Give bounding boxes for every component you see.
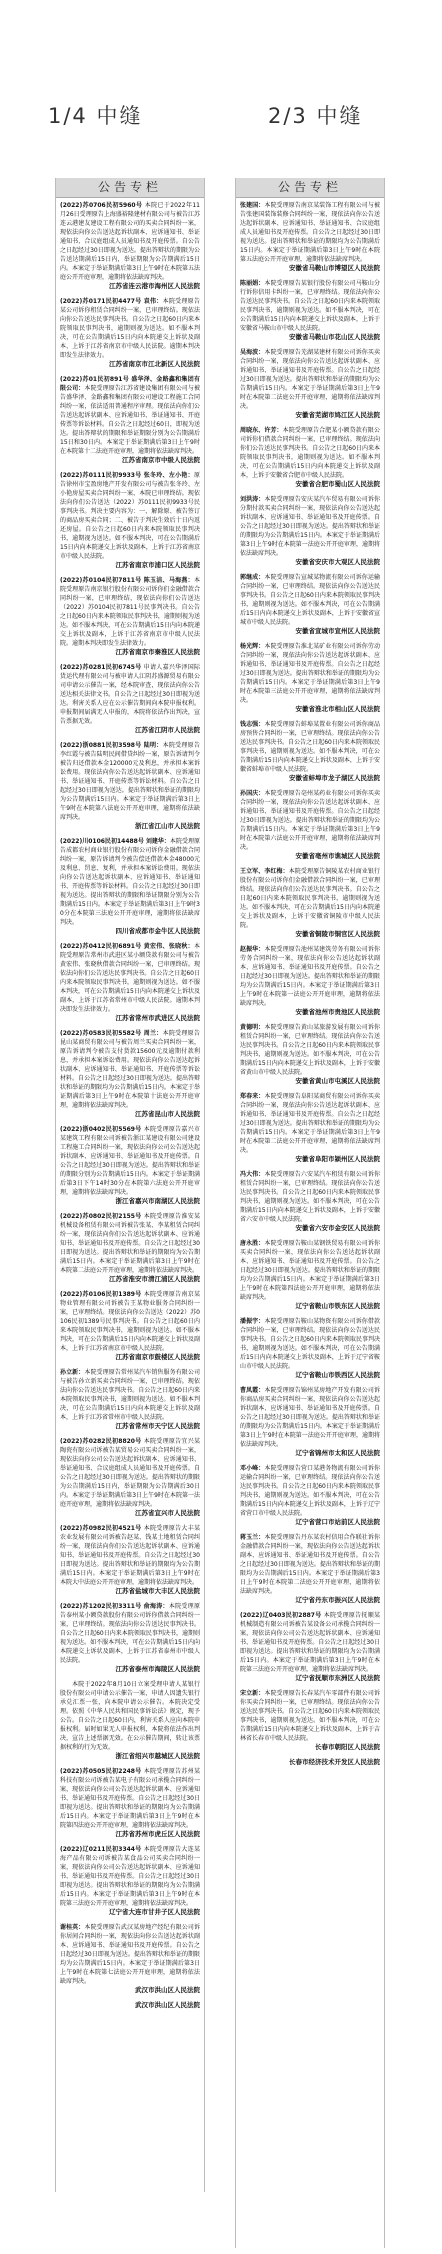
notice-body: 本院受理原告苏州某科技有限公司诉被告某电子有限公司承揽合同纠纷一案，现依法向你公司公告送达起诉状副本、应诉通知书、举证通知书及开庭传票。自公告之日起经过30日即视为送达。提出答辩状和举证的期限均为公告期满后15日内。本案定于举证期满后第3日上午9时在本院第四法庭公开开庭审理，逾期将依法缺席判决。 <box>60 1768 200 1829</box>
notice-body: 本院受理原告大连某海产品有限公司诉被告某食品公司买卖合同纠纷一案，现依法向你公司公告送达起诉状副本、应诉通知书、举证通知书及开庭传票。自公告之日起经过30日即视为送达。提出答辩状和举证的期限均为公告期满后15日内。本案定于举证期满后第3日上午9时在本院第三法庭公开开庭审理，逾期将依法缺席判决。 <box>60 1846 200 1907</box>
notice-text <box>60 471 200 561</box>
notice-text <box>240 1023 380 1077</box>
addressee-name: 黄宏伟、张晓秋： <box>143 943 194 950</box>
notice-body: 本院受理原告芜湖某建材有限公司诉你买卖合同纠纷一案，现依法向你公告送达起诉状副本、应诉通知书、举证通知书及开庭传票。自公告之日起经过30日即视为送达。提出答辩状和举证的期限均为公告期满后15日内。本案定于举证期满后第3日上午9时在本院第二法庭公开开庭审理，逾期将依法缺席判决。 <box>240 349 380 410</box>
court-signature: 四川省成都市金牛区人民法院 <box>115 927 200 935</box>
court-signature: 江苏省南京市江北新区人民法院 <box>109 360 200 368</box>
notice-body: 本院受理原告安庆某汽车贸易有限公司诉你分期付款买卖合同纠纷一案，现依法向你公告送达起诉状副本、应诉通知书、举证通知书及开庭传票。自公告之日起经过30日即视为送达。提出答辩状和举证的期限均为公告期满后15日内。本案定于举证期满后第3日上午9时在本院第一法庭公开开庭审理，逾期将依法缺席判决。 <box>240 496 380 557</box>
case-number: (2022)苏0802民初2155号 <box>60 1213 142 1220</box>
court-signature: 江苏省连云港市海州区人民法院 <box>109 282 200 290</box>
case-number: (2022)浙0402民初5569号 <box>60 1126 142 1133</box>
notice-text <box>60 1437 200 1509</box>
notice-text <box>60 1125 200 1197</box>
notice-body: 本院受理原告铜陵某农村商业银行股份有限公司诉你们金融借款合同纠纷一案，已审理终结。现依法向你们公告送达民事判决书。自公告之日起60日内来本院领取民事判决书，逾期则视为送达。如不服本判决，可在公告期满后15日内向本院递交上诉状及副本，上诉于安徽省铜陵市中级人民法院。 <box>240 868 380 929</box>
court-signature: 安徽省池州市贵池区人民法院 <box>295 1008 380 1016</box>
notice-text <box>240 426 380 480</box>
court-notice <box>240 201 380 273</box>
court-signature: 江苏省南京市秦淮区人民法院 <box>115 648 200 656</box>
addressee-name: 钱志强： <box>240 721 265 728</box>
notice-body: 本院受理原告李红霞与被告陆明民间借贷纠纷一案，原告诉请判令被告归还借款本金120000元及利息，并承担本案诉讼费用。现依法向你公告送达起诉状副本、应诉通知书、举证通知书、开庭传票等诉讼材料。自公告之日起经过30日即视为送达。提出答辩状和举证的期限均为公告期满后15日内。本案定于举证期满后第3日上午9时在本院第八法庭公开开庭审理，逾期将依法缺席判决。 <box>60 742 200 821</box>
addressee-name: 俞海涛： <box>143 1603 169 1610</box>
notice-body: 本院受理原告锦州某房地产开发有限公司诉你商品房买卖合同纠纷一案，现依法向你公告送达起诉状副本、应诉通知书、举证通知书及开庭传票。自公告之日起经过30日即视为送达。提出答辩状和举证的期限均为公告期满后15日内。本案定于举证期满后第3日上午9时在本院第一法庭公开开庭审理，逾期将依法缺席判决。 <box>240 1387 380 1448</box>
notice-column-right <box>235 178 385 2248</box>
court-signature: 武汉市洪山区人民法院 <box>135 1986 200 1994</box>
case-number: (2022)苏0982民初4521号 <box>60 1525 142 1532</box>
court-signature: 江苏省常州市武进区人民法院 <box>115 1014 200 1022</box>
notice-text <box>240 495 380 558</box>
court-notice <box>240 1023 380 1086</box>
notice-text <box>60 1290 200 1353</box>
addressee-name: 谢桂英： <box>60 1924 85 1931</box>
addressee-name: 袁伟： <box>143 298 163 305</box>
court-notice <box>240 495 380 567</box>
court-notice <box>60 1368 200 1431</box>
column-header: 公告专栏 <box>56 178 204 198</box>
notice-body: 本院受理原告鞍山某钢铁贸易有限公司诉你买卖合同纠纷一案，现依法向你公告送达起诉状副本、应诉通知书、举证通知书及开庭传票。自公告之日起经过30日即视为送达。提出答辩状和举证的期限均为公告期满后15日内。本案定于举证期满后第3日上午9时在本院第四法庭公开开庭审理，逾期将依法缺席判决。 <box>240 1240 380 1301</box>
court-signature: 辽宁省锦州市太和区人民法院 <box>295 1449 380 1457</box>
court-signature: 安徽省宣城市宣州区人民法院 <box>295 627 380 635</box>
court-signature: 安徽省亳州市谯城区人民法院 <box>295 852 380 860</box>
notice-text <box>240 1611 380 1674</box>
notice-text <box>60 297 200 360</box>
court-notice <box>60 1437 200 1518</box>
court-signature: 安徽省阜阳市颍州区人民法院 <box>295 1155 380 1163</box>
court-signature: 安徽省合肥市蜀山区人民法院 <box>295 480 380 488</box>
case-number: (2022)苏0706民初5960号 <box>60 202 143 209</box>
court-notice <box>240 789 380 861</box>
notice-text <box>240 1239 380 1302</box>
court-signature: 江苏省昆山市人民法院 <box>135 1110 200 1118</box>
court-signature: 浙江省绍兴市越城区人民法院 <box>115 1752 200 1760</box>
court-notice <box>240 720 380 783</box>
court-signature: 江苏省盐城市大丰区人民法院 <box>115 1587 200 1595</box>
notice-body: 本院受理原告六安某汽车租赁有限公司诉你租赁合同纠纷一案，已审理终结。现依法向你公告送达民事判决书。自公告之日起60日内来本院领取民事判决书，逾期则视为送达。如不服本判决，可在公告期满后15日内向本院递交上诉状及副本，上诉于安徽省六安市中级人民法院。 <box>240 1171 380 1223</box>
addressee-name: 郭继成： <box>240 574 265 581</box>
addressee-name: 唐永胜： <box>240 1240 265 1247</box>
addressee-name: 蒋玉兰： <box>240 1534 265 1541</box>
notice-body: 原告徐州市宝盈房地产开发有限公司与被告张冬玲、左小艳房屋买卖合同纠纷一案，本院已审理终结。现依法向你们公告送达（2022）苏0111民初9933号民事判决书。判决主要内容为：一、解除原、被告签订的商品房买卖合同；二、被告于判决生效后十日内返还房屋。自公告之日起60日内来本院领取民事判决书，逾期视为送达。如不服本判决，可在公告期满后15日内向本院递交上诉状及副本，上诉于江苏省南京市中级人民法院。 <box>60 472 200 560</box>
court-notice <box>60 1290 200 1362</box>
notice-text <box>60 576 200 648</box>
court-notice <box>60 201 200 291</box>
case-number: (2022)浙0881民初3598号 <box>60 742 142 749</box>
court-signature: 安徽省淮北市相山区人民法院 <box>295 705 380 713</box>
notice-text <box>240 945 380 1008</box>
notice-text <box>240 1170 380 1224</box>
addressee-name: 曹凤霞： <box>240 1387 265 1394</box>
column-header: 公告专栏 <box>236 178 384 198</box>
notice-body: 本院受理原告泰州某小额贷款股份有限公司诉你借款合同纠纷一案，已审理终结。现依法向你公告送达民事判决书。自公告之日起60日内来本院领取民事判决书，逾期则视为送达。如不服本判决，可在公告期满后15日内向本院递交上诉状及副本，上诉于江苏省泰州市中级人民法院。 <box>60 1603 200 1664</box>
notice-text <box>240 1464 380 1518</box>
notice-body: 本院受理原告常州市武进区某小额贷款有限公司与被告黄宏伟、张晓秋借款合同纠纷一案，已审理终结。现依法向你们公告送达民事判决书。自公告之日起60日内来本院领取民事判决书，逾期则视为送达。如不服本判决，可在公告期满后15日内向本院递交上诉状及副本，上诉于江苏省常州市中级人民法院。逾期本判决即发生法律效力。 <box>60 943 200 1013</box>
page-title-right: 2/3 中缝 <box>268 104 363 128</box>
notice-text <box>240 573 380 627</box>
case-number: (2022)苏0104民初7811号 <box>60 577 142 584</box>
notice-body: 本院受理原告蚌埠某置业有限公司诉你商品房预售合同纠纷一案，已审理终结。现依法向你公告送达民事判决书。自公告之日起60日内来本院领取民事判决书，逾期则视为送达。如不服本判决，可在公告期满后15日内向本院递交上诉状及副本，上诉于安徽省蚌埠市中级人民法院。 <box>240 721 380 773</box>
notice-text <box>240 720 380 774</box>
court-notice <box>60 1029 200 1119</box>
column-end-court: 长春市经济技术开发区人民法院 <box>289 1758 380 1766</box>
notice-text <box>60 942 200 1014</box>
court-signature: 江苏省泰州市海陵区人民法院 <box>115 1665 200 1673</box>
court-notice <box>60 1845 200 1917</box>
notice-body: 本院受理原告成都农村商业银行股份有限公司诉你金融借款合同纠纷一案，原告诉请判令被告偿还借款本金48000元及利息、罚息、复利，并承担本案诉讼费用。现依法向你公告送达起诉状副本、应诉通知书、举证通知书、开庭传票等诉讼材料。自公告之日起经过30日即视为送达。提出答辩状的期限和举证期限分别为公告期满后15日内。本案定于举证期满后第3日上午9时30分在本院第三法庭公开开庭审理，逾期将依法缺席判决。 <box>60 838 200 926</box>
addressee-name: 陈丽娟： <box>240 280 265 287</box>
court-notice <box>240 1611 380 1683</box>
notice-text <box>60 837 200 927</box>
court-notice <box>60 375 200 465</box>
notice-text <box>240 642 380 705</box>
court-notice <box>240 867 380 939</box>
court-signature: 安徽省芜湖市鸠江区人民法院 <box>295 411 380 419</box>
court-notice <box>240 1239 380 1311</box>
notice-body: 本院受理原告营口某港务物流有限公司诉你运输合同纠纷一案，已审理终结。现依法向你公告送达民事判决书。自公告之日起60日内来本院领取民事判决书，逾期则视为送达。如不服本判决，可在公告期满后15日内向本院递交上诉状及副本，上诉于辽宁省营口市中级人民法院。 <box>240 1465 380 1517</box>
notice-text <box>60 1602 200 1665</box>
case-number: (2022)苏0412民初6891号 <box>60 943 142 950</box>
addressee-name: 赵振华： <box>240 946 265 953</box>
notice-body: 本院受理原告南京银行股份有限公司诉你们金融借款合同纠纷一案，已审理终结，现依法向你们公告送达（2022）苏0104民初7811号民事判决书。自公告之日起60日内来本院领取民事判决书，逾期则视为送达。如不服本判决，可在公告期满后15日内向本院递交上诉状及副本，上诉于江苏省南京市中级人民法院。逾期本判决即发生法律效力。 <box>60 577 200 647</box>
notice-body: 本院受理原告丹东某农村信用合作联社诉你金融借款合同纠纷一案，现依法向你公告送达起诉状副本、应诉通知书、举证通知书及开庭传票。自公告之日起经过30日即视为送达。提出答辩状和举证的期限均为公告期满后15日内。本案定于举证期满后第3日上午9时在本院第二法庭公开开庭审理，逾期将依法缺席判决。 <box>240 1534 380 1595</box>
court-notice <box>240 1533 380 1605</box>
notice-body: 本院受理原告大丰某农业发展有限公司诉被告赵某、钱某土地租赁合同纠纷一案，现依法向你们公告送达起诉状副本、应诉通知书、举证通知书及开庭传票。自公告之日起经过30日即视为送达。提出答辩状和举证的期限均为公告期满后15日内。本案定于举证期满后第3日上午9时在本院大中法庭公开开庭审理，逾期将依法缺席判决。 <box>60 1525 200 1586</box>
court-notice <box>60 1524 200 1596</box>
case-number: (2022)川0106民初14488号 <box>60 838 144 845</box>
court-signature: 辽宁省营口市站前区人民法院 <box>295 1518 380 1526</box>
notice-body: 本院于2022年8月10日立案受理申请人某银行股份有限公司申请公示催告一案，申请人因遗失银行承兑汇票一张，向本院申请公示催告。本院决定受理。依照《中华人民共和国民事诉讼法》规定，现予公告。自公告之日起60日内，利害关系人应向本院申报权利。届时如果无人申报权利，本院将依法作出判决，宣告上述票据无效。在公示催告期间，转让该票据权利的行为无效。 <box>60 1681 200 1751</box>
court-notice <box>240 279 380 342</box>
court-notice <box>240 348 380 420</box>
notice-body: 本院受理原告池州某建筑劳务有限公司诉你劳务合同纠纷一案，现依法向你公告送达起诉状副本、应诉通知书、举证通知书及开庭传票。自公告之日起经过30日即视为送达。提出答辩状和举证的期限均为公告期满后15日内。本案定于举证期满后第3日上午9时在本院第一法庭公开开庭审理，逾期将依法缺席判决。 <box>240 946 380 1007</box>
court-signature: 安徽省六安市金安区人民法院 <box>295 1224 380 1232</box>
court-notice <box>60 1125 200 1206</box>
court-notice <box>240 1386 380 1458</box>
notice-text <box>60 375 200 456</box>
court-signature: 江苏省南京市中级人民法院 <box>122 456 200 464</box>
court-notice <box>240 1689 380 1752</box>
court-signature: 安徽省安庆市大观区人民法院 <box>295 558 380 566</box>
addressee-name: 王立军、李红梅： <box>240 868 289 875</box>
court-signature: 长春市朝阳区人民法院 <box>315 1743 380 1751</box>
notice-text <box>60 201 200 282</box>
court-signature: 辽宁省鞍山市铁西区人民法院 <box>295 1371 380 1379</box>
court-notice <box>240 642 380 714</box>
notice-body: 申请人嘉兴华泽国际货运代理有限公司与被申请人江阴苏盛源贸易有限公司申请公示催告一案，经本院审查，现依法向你公告送达相关法律文书。自公告之日起经过30日即视为送达。利害关系人应在公示催告期间向本院申报权利。申报期间届满无人申报的，本院将依法作出判决，宣告票据无效。 <box>60 664 200 725</box>
addressee-name: 陆明： <box>143 742 163 749</box>
case-number: (2022)苏0281民初6745号 <box>60 664 142 671</box>
addressee-name: 潘振宇： <box>240 1318 265 1325</box>
court-notice <box>60 1602 200 1674</box>
court-signature: 江苏省宜兴市人民法院 <box>135 1509 200 1517</box>
notice-body: 本院受理原告宜兴某陶瓷有限公司诉被告某贸易公司买卖合同纠纷一案，现依法向你公司公告送达起诉状副本、应诉通知书、举证通知书、合议庭组成人员通知书及开庭传票。自公告之日起经过30日即视为送达。提出答辩状的期限为公告期满后15日内，举证期限为公告期满后30日内。本案定于举证期满后第3日上午9时在本院第一法庭开庭审理，逾期将依法缺席判决。 <box>60 1438 200 1508</box>
page-title-left: 1/4 中缝 <box>48 104 143 128</box>
court-signature: 江苏省江阴市人民法院 <box>135 726 200 734</box>
notice-text <box>60 1923 200 1986</box>
notice-body: 本院受理原告武汉某房地产经纪有限公司诉你居间合同纠纷一案，现依法向你公告送达起诉状副本、应诉通知书、举证通知书及开庭传票。自公告之日起经过30日即视为送达。提出答辩状和举证的期限均为公告期满后15日内。本案定于举证期满后第3日上午9时在本院第七法庭公开开庭审理，逾期将依法缺席判决。 <box>60 1924 200 1985</box>
notice-text <box>240 1317 380 1371</box>
court-notice <box>60 1680 200 1761</box>
addressee-name: 张冬玲、左小艳： <box>143 472 194 479</box>
notice-body: 本院受理原告阜阳某商贸有限公司诉你买卖合同纠纷一案，现依法向你公告送达起诉状副本、应诉通知书、举证通知书及开庭传票。自公告之日起经过30日即视为送达。提出答辩状和举证的期限均为公告期满后15日内。本案定于举证期满后第3日上午9时在本院第二法庭公开开庭审理，逾期将依法缺席判决。 <box>240 1093 380 1154</box>
court-signature: 江苏省苏州市虎丘区人民法院 <box>115 1830 200 1838</box>
notice-text <box>60 1680 200 1752</box>
notice-body: 本院受理原告长春某汽车零部件有限公司诉你买卖合同纠纷一案，已审理终结。现依法向你公告送达民事判决书。自公告之日起60日内来本院领取民事判决书，逾期则视为送达。如不服本判决，可在公告期满后15日内向本院递交上诉状及副本，上诉于吉林省长春市中级人民法院。 <box>240 1690 380 1742</box>
case-number: (2022)苏0505民初2248号 <box>60 1768 142 1775</box>
notice-body: 本院受理原告合肥某小额贷款有限公司诉你们借款合同纠纷一案，已审理终结。现依法向你们公告送达民事判决书。自公告之日起60日内来本院领取民事判决书，逾期则视为送达。如不服本判决，可在公告期满后15日内向本院递交上诉状及副本，上诉于安徽省合肥市中级人民法院。 <box>240 427 380 479</box>
notice-text <box>240 789 380 852</box>
notice-text <box>240 1092 380 1155</box>
court-notice <box>60 576 200 657</box>
court-notice <box>240 426 380 489</box>
court-notice <box>60 663 200 735</box>
addressee-name: 孙立新： <box>60 1369 85 1376</box>
notice-column-left <box>55 178 205 2192</box>
case-number: (2022)苏0106民初1389号 <box>60 1291 142 1298</box>
notice-text <box>240 867 380 930</box>
notice-text <box>60 1368 200 1422</box>
notice-body: 本院受理原告南京某物业管理有限公司诉被告王某物业服务合同纠纷一案，已审理终结。现依法向你公告送达（2022）苏0106民初1389号民事判决书。自公告之日起60日内来本院领取民事判决书，逾期则视为送达。如不服本判决，可在公告期满后15日内向本院递交上诉状及副本，上诉于江苏省南京市中级人民法院。 <box>60 1291 200 1352</box>
notice-body: 本院受理原告某银行股份有限公司马鞍山分行诉你信用卡纠纷一案，已审理终结。现依法向你公告送达民事判决书。自公告之日起60日内来本院领取民事判决书，逾期则视为送达。如不服本判决，可在公告期满后15日内向本院递交上诉状及副本，上诉于安徽省马鞍山市中级人民法院。 <box>240 280 380 332</box>
court-notice <box>60 741 200 831</box>
notice-list <box>56 198 204 2010</box>
notice-text <box>240 1386 380 1449</box>
addressee-name: 冯大伟： <box>240 1171 265 1178</box>
case-number: (2022)苏0111民初9933号 <box>60 472 142 479</box>
notice-body: 本院受理原告昆山某商贸有限公司与被告周兰买卖合同纠纷一案，原告诉请判令被告支付货款15600元及逾期付款利息，并承担本案诉讼费用。现依法向你公告送达起诉状副本、应诉通知书、举证通知书、开庭传票等诉讼材料。自公告之日起经过30日即视为送达。提出答辩状和举证的期限均为公告期满后15日内。本案定于举证期满后第3日上午9时在本院第十法庭公开开庭审理，逾期将依法缺席判决。 <box>60 1030 200 1109</box>
addressee-name: 吴海波： <box>240 349 265 356</box>
column-end-court: 武汉市洪山区人民法院 <box>135 2001 200 2009</box>
notice-body: 本院受理原告鞍山某物资有限公司诉你借款合同纠纷一案，已审理终结。现依法向你公告送达民事判决书。自公告之日起60日内来本院领取民事判决书，逾期则视为送达。如不服本判决，可在公告期满后15日内向本院递交上诉状及副本，上诉于辽宁省鞍山市中级人民法院。 <box>240 1318 380 1370</box>
court-signature: 辽宁省鞍山市铁东区人民法院 <box>295 1302 380 1310</box>
court-notice <box>240 1464 380 1527</box>
court-notice <box>240 1170 380 1233</box>
notice-body: 本院受理原告淮安某机械设备租赁有限公司诉被告张某、李某租赁合同纠纷一案，现依法向你们公告送达起诉状副本、应诉通知书、举证通知书及开庭传票。自公告之日起经过30日即视为送达。提出答辩状和举证的期限均为公告期满后15日内。本案定于举证期满后第3日上午9时在本院第二法庭公开开庭审理，逾期将依法缺席判决。 <box>60 1213 200 1274</box>
court-notice <box>60 1923 200 1995</box>
addressee-name: 张建国： <box>240 202 265 209</box>
court-signature: 江苏省常州市天宁区人民法院 <box>115 1422 200 1430</box>
court-notice <box>60 297 200 369</box>
notice-text <box>60 1524 200 1587</box>
court-signature: 安徽省蚌埠市龙子湖区人民法院 <box>289 774 380 782</box>
notice-body: 本院受理原告某公司诉你租赁合同纠纷一案，已审理终结。现依法向你公告送达民事判决书。自公告之日起60日内来本院领取民事判决书，逾期则视为送达。如不服本判决，可在公告期满后15日内向本院递交上诉状及副本，上诉于江苏省南京市中级人民法院。逾期本判决即发生法律效力。 <box>60 298 200 359</box>
notice-body: 本院已于2022年11月26日受理原告上海盛裕隆建材有限公司与被告江苏连云港建友建设工程有限公司的买卖合同纠纷一案，现依法向你公告送达起诉状副本、应诉通知书、举证通知书、合议庭组成人员通知书及开庭传票。自公告之日起经过30日即视为送达。提出答辩状的期限为公告送达期满后15日内，举证期限为公告期满后15日内。本案定于举证期满后第3日上午9时在本院第五法庭公开开庭审理，逾期将依法缺席判决。 <box>60 202 200 281</box>
court-signature: 安徽省铜陵市铜官区人民法院 <box>295 930 380 938</box>
court-signature: 安徽省马鞍山市博望区人民法院 <box>289 264 380 272</box>
court-signature: 江苏省南京市浦口区人民法院 <box>115 561 200 569</box>
court-signature: 安徽省马鞍山市花山区人民法院 <box>289 333 380 341</box>
notice-body: 本院受理原告抚顺某机械制造有限公司诉被告某设备公司承揽合同纠纷一案，现依法向你公司公告送达起诉状副本、应诉通知书、举证通知书及开庭传票。自公告之日起经过30日即视为送达。提出答辩状和举证的期限均为公告期满后15日内。本案定于举证期满后第3日上午9时在本院第三法庭公开开庭审理，逾期将依法缺席判决。 <box>240 1612 380 1673</box>
addressee-name: 刘洪涛： <box>240 496 265 503</box>
notice-text <box>240 201 380 264</box>
addressee-name: 邓小峰： <box>240 1465 265 1472</box>
court-notice <box>60 1212 200 1284</box>
court-signature: 浙江省嘉兴市南湖区人民法院 <box>115 1197 200 1205</box>
notice-text <box>60 663 200 726</box>
case-number: (2022)辽0403民初2887号 <box>240 1612 322 1619</box>
notice-body: 本院受理原告淮北某矿业有限公司诉你劳动合同纠纷一案，现依法向你公告送达起诉状副本、应诉通知书、举证通知书及开庭传票。自公告之日起经过30日即视为送达。提出答辩状和举证的期限均为公告期满后15日内。本案定于举证期满后第3日上午9时在本院第三法庭公开开庭审理，逾期将依法缺席判决。 <box>240 643 380 704</box>
addressee-name: 杨光辉： <box>240 643 265 650</box>
addressee-name: 盛华泽、金路鑫和集团有限公司： <box>60 376 200 392</box>
addressee-name: 周晓东、许芳： <box>240 427 283 434</box>
court-signature: 江苏省南京市鼓楼区人民法院 <box>115 1353 200 1361</box>
addressee-name: 周兰： <box>143 1030 163 1037</box>
addressee-name: 宋立新： <box>240 1690 265 1697</box>
court-notice <box>240 1317 380 1380</box>
case-number: (2022)辽0211民初3344号 <box>60 1846 142 1853</box>
court-signature: 安徽省黄山市屯溪区人民法院 <box>295 1077 380 1085</box>
court-notice <box>240 1092 380 1164</box>
notice-text <box>240 348 380 411</box>
court-notice <box>60 1767 200 1839</box>
case-number: (2022)苏1202民初3311号 <box>60 1603 142 1610</box>
court-signature: 江苏省淮安市清江浦区人民法院 <box>109 1275 200 1283</box>
court-signature: 浙江省江山市人民法院 <box>135 822 200 830</box>
notice-text <box>240 1533 380 1596</box>
notice-body: 本院受理原告常州某汽车销售服务有限公司与被告孙立新买卖合同纠纷一案，已审理终结。现依法向你公告送达民事判决书。自公告之日起60日内来本院领取民事判决书，逾期则视为送达。如不服本判决，可在公告期满后15日内向本院递交上诉状及副本，上诉于江苏省常州市中级人民法院。 <box>60 1369 200 1421</box>
case-number: (2022)苏0583民初5582号 <box>60 1030 142 1037</box>
addressee-name: 郑春来： <box>240 1093 265 1100</box>
case-number: (2022)苏0282民初8820号 <box>60 1438 142 1445</box>
notice-body: 本院受理原告嘉兴市某建筑工程有限公司诉被告浙江某建设有限公司建设工程施工合同纠纷一案，现依法向你公司公告送达起诉状副本、应诉通知书、举证通知书及开庭传票。自公告之日起经过30日即视为送达。提出答辩状和举证的期限分别为公告期满后15日内。本案定于举证期满后第3日下午14时30分在本院第六法庭公开开庭审理，逾期将依法缺席判决。 <box>60 1126 200 1196</box>
notice-body: 本院受理原告宣城某物流有限公司诉你运输合同纠纷一案，已审理终结。现依法向你公告送达民事判决书。自公告之日起60日内来本院领取民事判决书，逾期则视为送达。如不服本判决，可在公告期满后15日内向本院递交上诉状及副本，上诉于安徽省宣城市中级人民法院。 <box>240 574 380 626</box>
case-number: (2022)苏0171民初4477号 <box>60 298 142 305</box>
notice-text <box>60 1212 200 1275</box>
court-notice <box>60 471 200 570</box>
court-notice <box>240 945 380 1017</box>
notice-text <box>240 1689 380 1743</box>
case-number: (2022)苏01民初891号 <box>60 376 130 383</box>
notice-text <box>60 741 200 822</box>
court-signature: 辽宁省丹东市振兴区人民法院 <box>295 1596 380 1604</box>
notice-body: 本院受理原告黄山某旅游发展有限公司诉你租赁合同纠纷一案，已审理终结。现依法向你公告送达民事判决书。自公告之日起60日内来本院领取民事判决书，逾期则视为送达。如不服本判决，可在公告期满后15日内向本院递交上诉状及副本，上诉于安徽省黄山市中级人民法院。 <box>240 1024 380 1076</box>
court-notice <box>60 942 200 1023</box>
notice-body: 本院受理原告南京某装饰工程有限公司与被告张建国装饰装修合同纠纷一案，现依法向你公告送达起诉状副本、应诉通知书、举证通知书、合议庭组成人员通知书及开庭传票。自公告之日起经过30日即视为送达。提出答辩状和举证的期限均为公告期满后15日内。本案定于举证期满后第3日上午9时在本院第五法庭公开开庭审理，逾期将依法缺席判决。 <box>240 202 380 263</box>
notice-body: 本院受理原告亳州某药业有限公司诉你买卖合同纠纷一案，现依法向你公告送达起诉状副本、应诉通知书、举证通知书及开庭传票。自公告之日起经过30日即视为送达。提出答辩状和举证的期限均为公告期满后15日内。本案定于举证期满后第3日上午9时在本院第六法庭公开开庭审理，逾期将依法缺席判决。 <box>240 790 380 851</box>
notice-list <box>236 198 384 1767</box>
notice-body: 本院受理原告江苏省建设集团有限公司与被告盛华泽、金路鑫和集团有限公司建设工程施工合同纠纷一案，依法适用普通程序审理。现依法向你们公告送达起诉状副本、应诉通知书、举证通知书、开庭传票等诉讼材料。自公告之日起经过60日，即视为送达。提出答辩状的期限和举证期限分别为公告期满后15日和30日内。本案定于举证期满后第3日上午9时在本院第十二法庭开庭审理，逾期将依法缺席判决。 <box>60 385 200 455</box>
notice-text <box>240 279 380 333</box>
addressee-name: 刘建华： <box>145 838 170 845</box>
addressee-name: 黄德明： <box>240 1024 265 1031</box>
court-notice <box>240 573 380 636</box>
notice-text <box>60 1029 200 1110</box>
notice-text <box>60 1767 200 1830</box>
court-notice <box>60 837 200 936</box>
court-signature: 辽宁省大连市甘井子区人民法院 <box>109 1908 200 1916</box>
notice-text <box>60 1845 200 1908</box>
addressee-name: 陈玉洁、马海燕： <box>143 577 194 584</box>
court-signature: 辽宁省抚顺市东洲区人民法院 <box>295 1674 380 1682</box>
addressee-name: 孙国庆： <box>240 790 265 797</box>
